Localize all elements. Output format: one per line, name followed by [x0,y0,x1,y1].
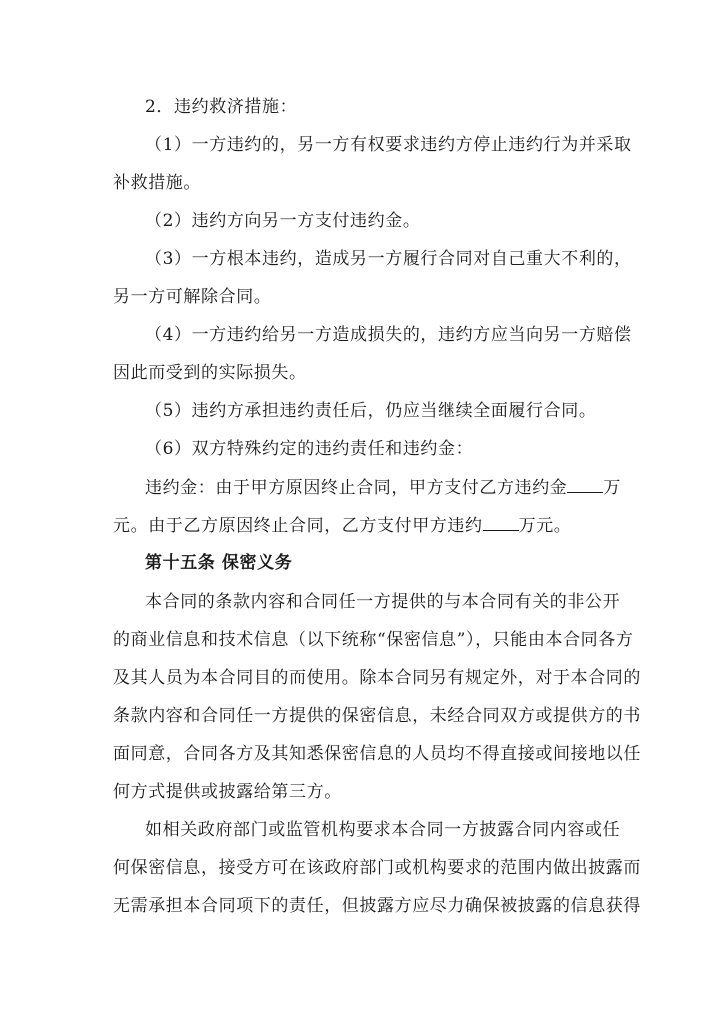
article-15-para-1-line-5: 面同意，合同各方及其知悉保密信息的人员均不得直接或间接地以任 [113,744,641,764]
article-15-para-1-line-2: 的商业信息和技术信息（以下统称“保密信息”），只能由本合同各方 [113,630,634,650]
article-15-para-1-line-4: 条款内容和合同任一方提供的保密信息，未经合同双方或提供方的书 [113,706,641,726]
article-15-para-1-line-3: 及其人员为本合同目的而使用。除本合同另有规定外，对于本合同的 [113,668,641,688]
remedy-item-5: （5）违约方承担违约责任后，仍应当继续全面履行合同。 [145,401,597,421]
article-15-para-1-line-6: 何方式提供或披露给第三方。 [113,782,342,802]
remedies-heading: 2．违约救济措施： [145,97,298,117]
penalty-line-2 [113,513,571,538]
article-15-para-2-line-2: 何保密信息，接受方可在该政府部门或机构要求的范围内做出披露而 [113,858,641,878]
remedy-item-3-line-1: （3）一方根本违约，造成另一方履行合同对自己重大不利的， [145,249,632,269]
article-15-para-2-line-3: 无需承担本合同项下的责任，但披露方应尽力确保被披露的信息获得 [113,896,641,916]
remedy-item-6: （6）双方特殊约定的违约责任和违约金： [145,439,474,459]
remedy-item-1-line-1: （1）一方违约的，另一方有权要求违约方停止违约行为并采取 [145,135,632,155]
penalty-line-2-suffix: 万元。 [518,516,572,536]
penalty-line-1 [145,475,621,500]
penalty-line-1-prefix: 违约金：由于甲方原因终止合同，甲方支付乙方违约金 [145,478,568,498]
penalty-line-2-prefix: 元。由于乙方原因终止合同，乙方支付甲方违约 [113,516,483,536]
penalty-line-1-suffix: 万 [603,478,622,498]
article-15-para-2-line-1: 如相关政府部门或监管机构要求本合同一方披露合同内容或任 [145,820,621,840]
remedy-item-4-line-1: （4）一方违约给另一方造成损失的，违约方应当向另一方赔偿 [145,325,632,345]
remedy-item-3-line-2: 另一方可解除合同。 [113,287,272,307]
remedy-item-2: （2）违约方向另一方支付违约金。 [145,211,421,231]
remedy-item-1-line-2: 补救措施。 [113,173,201,193]
article-15-title: 第十五条 保密义务 [145,553,293,573]
article-15-para-1-line-1: 本合同的条款内容和合同任一方提供的与本合同有关的非公开 [145,592,621,612]
penalty-amount-blank-1 [567,475,603,493]
penalty-amount-blank-2 [483,513,519,531]
remedy-item-4-line-2: 因此而受到的实际损失。 [113,363,307,383]
